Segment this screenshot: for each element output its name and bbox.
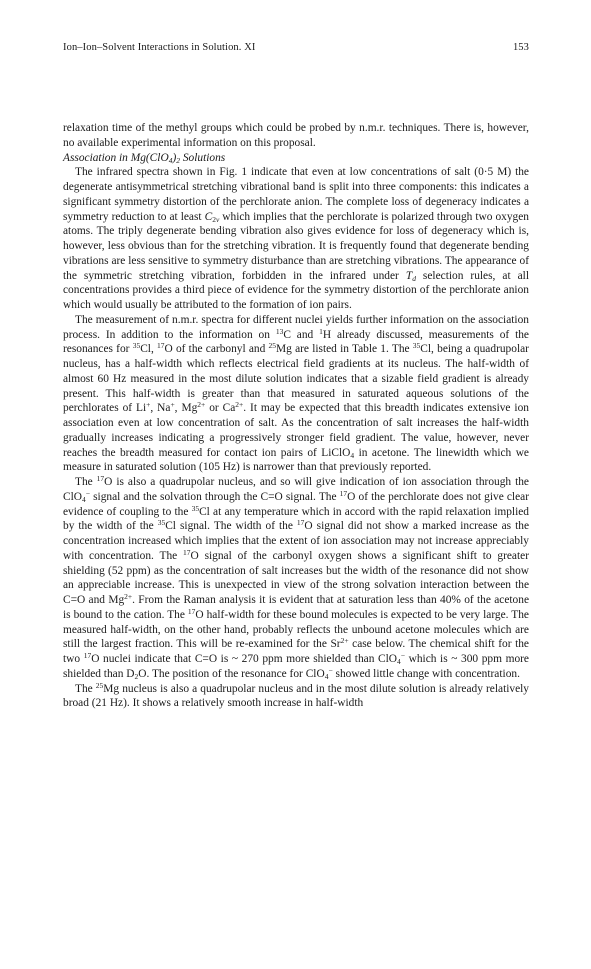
- running-head: [63, 42, 529, 53]
- page-number: 153: [512, 42, 529, 53]
- paragraph-magnesium25: The $^{25}$Mg nucleus is also a quadrupolar nucleus and in the most dilute solution is already relatively broad (21 Hz). It shows a relatively smooth increase in half-width: [63, 680, 530, 710]
- paragraph-infrared: The infrared spectra shown in Fig. 1 indicate that even at low concentrations of salt (0·5 M) the degenerate antisymmetrical stretching vibrational band is split into three components: this indicates a significant symmetry distortion of the perchlorate anion. The complete loss of degeneracy indicates a symmetry reduction to at least $C_{2v}$ which implies that the perchlorate is polarized through two oxygen atoms. The triply degenerate bending vibration also gives evidence for loss of degeneracy which is, however, less obvious than for the stretching vibration. It is frequently found that degenerate bending vibrations are less sensitive to symmetry disturbance than are stretching vibrations. The appearance of the symmetric stretching vibration, forbidden in the infrared under $T_d$ selection rules, at all concentrations provides a third piece of evidence for the symmetry distortion of the perchlorate anion which would usually be attributed to the formation of ion pairs.: [63, 166, 529, 311]
- paragraph-oxygen17: The $^{17}$O is also a quadrupolar nucleus, and so will give indication of ion association through the ClO$_4$− signal and the solvation through the C=O signal. The $^{17}$O of the perchlorate does not give clear evidence of coupling to the $^{35}$Cl at any temperature which in accord with the rapid relaxation implied by the width of the $^{35}$Cl signal. The width of the $^{17}$O signal did not show a marked increase as the concentration increased which implies that the extent of ion association may not increase appreciably with concentration. The $^{17}$O signal of the carbonyl oxygen shows a significant shift to greater shielding (52 ppm) as the concentration of salt increases but the width of the resonance did not show an appreciable increase. This is unexpected in view of the strong solvation interaction between the C=O and $Mg^{2+}$. From the Raman analysis it is evident that at saturation less than 40% of the acetone is bound to the cation. The $^{17}$O half-width for these bound molecules is expected to be very large. The measured half-width, on the other hand, probably reflects the unbound acetone molecules which are still the largest fraction. This will be re-examined for the $Sr^{2+}$ case below. The chemical shift for the two $^{17}$O nuclei indicate that C=O is ~ 270 ppm more shielded than ClO$_4$− which is ~ 300 ppm more shielded than $D_2O$. The position of the resonance for ClO$_4$− showed little change with concentration.: [63, 474, 530, 681]
- section-heading: Association in $Mg(ClO_4)_2$ Solutions: [63, 151, 226, 165]
- paragraph-continued: relaxation time of the methyl groups which could be probed by n.m.r. techniques. There is, however, no available experimental information on this proposal.: [63, 122, 529, 149]
- paragraph-nmr: The measurement of n.m.r. spectra for different nuclei yields further information on the association process. In addition to the information on $^{13}$C and $^1$H already discussed, measurements of the resonances for $^{35}$Cl, $^{17}$O of the carbonyl and $^{25}$Mg are listed in Table 1. The $^{35}$Cl, being a quadrupolar nucleus, has a half-width which reflects electrical field gradients at its nucleus. The half-width of almost 60 Hz measured in the most dilute solution indicates that a sizable field gradient is already present. This half-width is greater than that measured in saturated aqueous solutions of the perchlorates of Li+, Na+, $Mg^{2+}$ or $Ca^{2+}$. It may be expected that this breadth indicates extensive ion association even at low concentration of salt. As the concentration of salt increases the half-width gradually increases indicating a progressively stronger field gradient. The value, however, never reaches the breadth measured for contact ion pairs of LiClO$_4$ in acetone. The linewidth which we measure in saturated solution (105 Hz) is narrower than that previously reported.: [63, 313, 529, 474]
- running-title: Ion–Ion–Solvent Interactions in Solution. XI: [63, 42, 256, 53]
- body-text: [63, 121, 529, 711]
